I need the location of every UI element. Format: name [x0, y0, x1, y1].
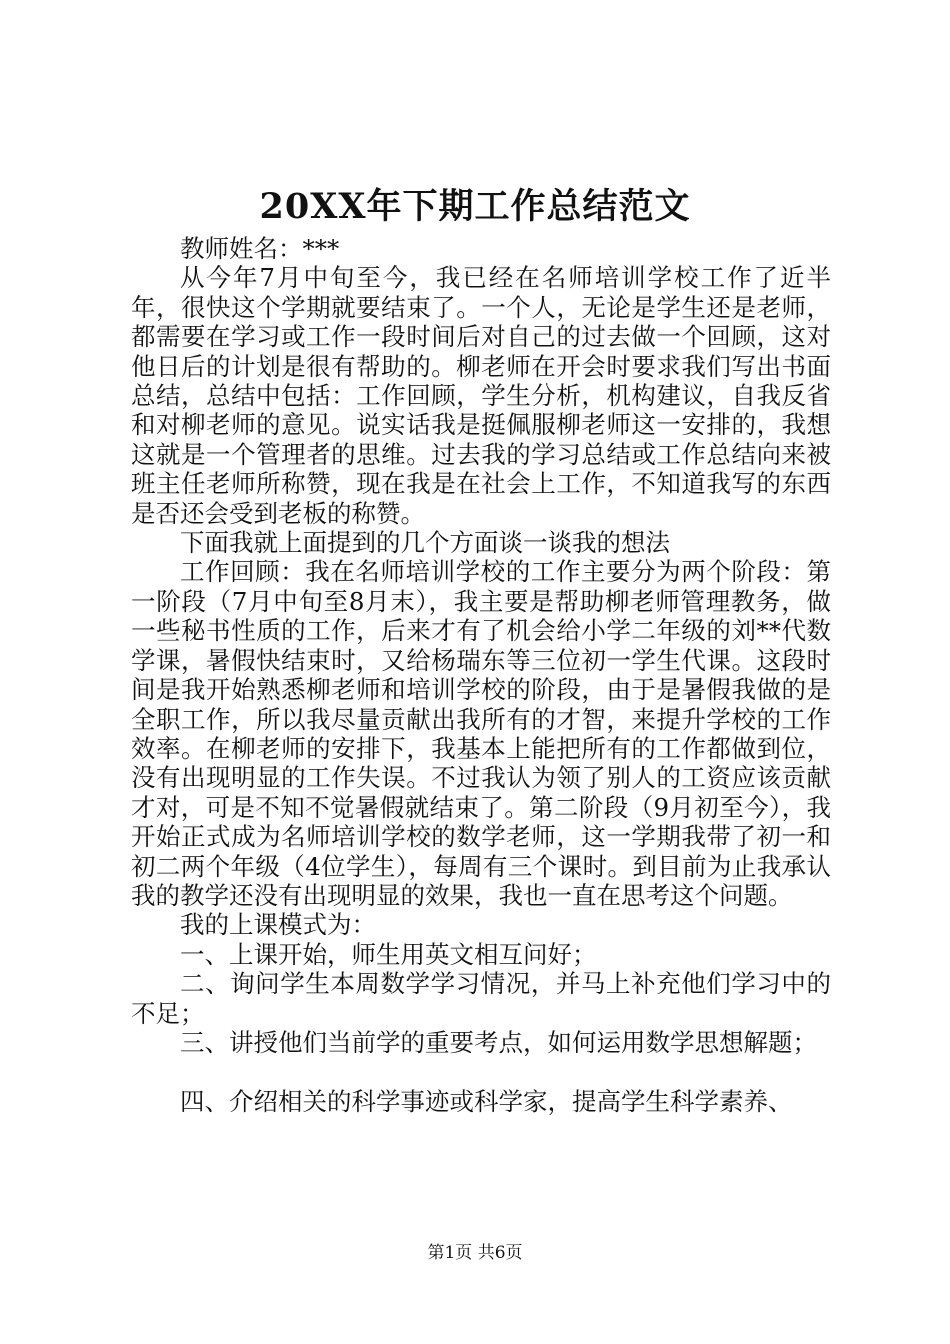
work-review-paragraph: 工作回顾：我在名师培训学校的工作主要分为两个阶段：第一阶段（7月中旬至8月末），我主要是帮助柳老师管理教务，做一些秘书性质的工作，后来才有了机会给小学二年级的刘**代数学课，暑假快结束时，又给杨瑞东等三位初一学生代课。这段时间是我开始熟悉柳老师和培训学校的阶段，由于是暑假我做的是全职工作，所以我尽量贡献出我所有的才智，来提升学校的工作效率。在柳老师的安排下，我基本上能把所有的工作都做到位，没有出现明显的工作失误。不过我认为领了别人的工资应该贡献才对，可是不知不觉暑假就结束了。第二阶段（9月初至今），我开始正式成为名师培训学校的数学老师，这一学期我带了初一和初二两个年级（4位学生），每周有三个课时。到目前为止我承认我的教学还没有出现明显的效果，我也一直在思考这个问题。 — [131, 557, 831, 910]
document-body — [131, 234, 831, 1116]
intro-paragraph: 从今年7月中旬至今，我已经在名师培训学校工作了近半年，很快这个学期就要结束了。一个人，无论是学生还是老师，都需要在学习或工作一段时间后对自己的过去做一个回顾，这对他日后的计划是很有帮助的。柳老师在开会时要求我们写出书面总结，总结中包括：工作回顾，学生分析，机构建议，自我反省和对柳老师的意见。说实话我是挺佩服柳老师这一安排的，我想这就是一个管理者的思维。过去我的学习总结或工作总结向来被班主任老师所称赞，现在我是在社会上工作，不知道我写的东西是否还会受到老板的称赞。 — [131, 263, 831, 528]
class-mode-heading: 我的上课模式为： — [180, 910, 376, 940]
list-item: 二、询问学生本周数学学习情况，并马上补充他们学习中的不足； — [131, 969, 831, 1028]
teacher-name-line: 教师姓名：*** — [180, 234, 340, 263]
list-item: 三、讲授他们当前学的重要考点，如何运用数学思想解题； — [180, 1027, 817, 1057]
document-title: 20XX年下期工作总结范文 — [259, 186, 691, 227]
list-item: 四、介绍相关的科学事迹或科学家，提高学生科学素养、 — [180, 1086, 793, 1116]
transition-paragraph: 下面我就上面提到的几个方面谈一谈我的想法 — [180, 528, 670, 558]
page-footer: 第1页 共6页 — [427, 1243, 523, 1263]
list-item: 一、上课开始，师生用英文相互问好； — [180, 939, 597, 969]
